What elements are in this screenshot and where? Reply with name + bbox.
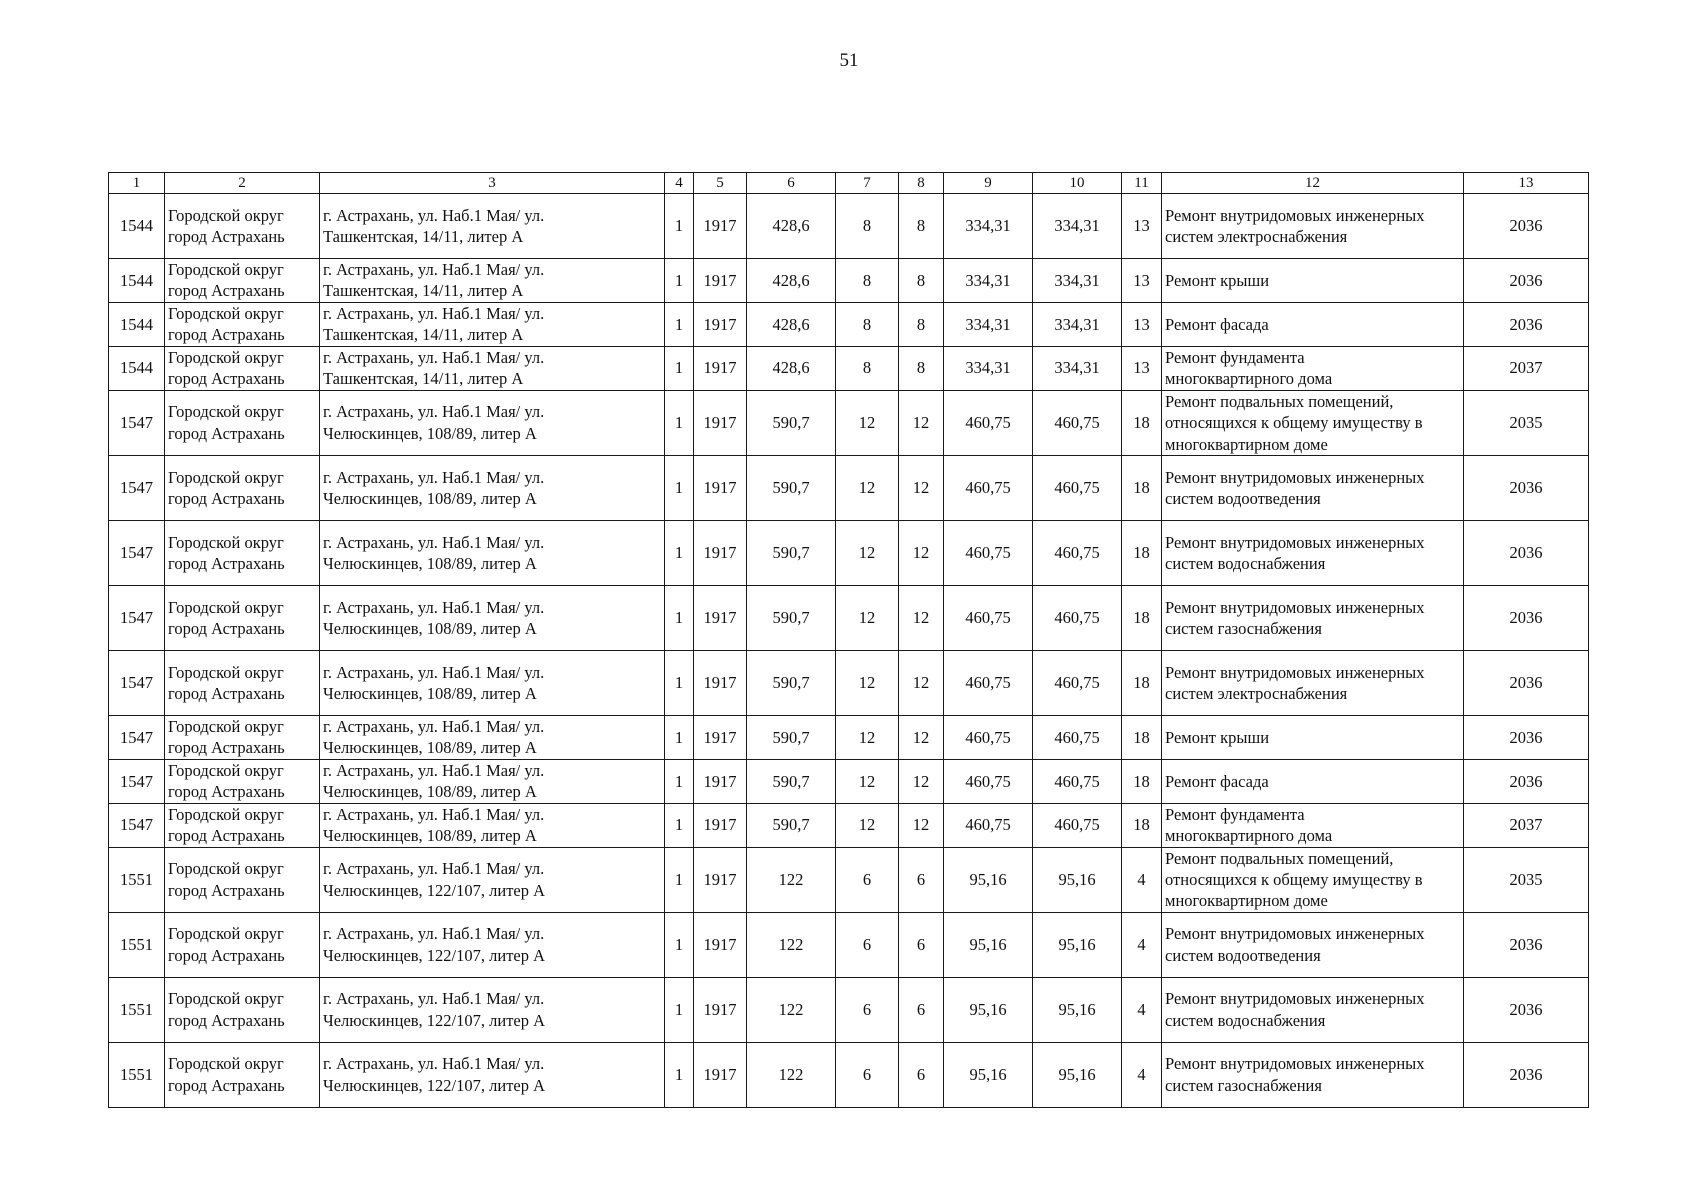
table-row: [109, 977, 1589, 1042]
work-type-cell: Ремонт внутридомовых инженерных систем водоотведения: [1162, 455, 1464, 520]
work-type-cell: Ремонт подвальных помещений, относящихся к общему имуществу в многоквартирном доме: [1162, 847, 1464, 912]
area-cell: 590,7: [747, 455, 836, 520]
year-cell: 1917: [694, 390, 747, 455]
col9-cell: 460,75: [944, 585, 1033, 650]
col10-cell: 460,75: [1033, 455, 1122, 520]
object-id-cell: 1551: [109, 1042, 165, 1107]
col10-cell: 460,75: [1033, 803, 1122, 847]
column-header-9: 9: [944, 173, 1033, 194]
address-cell: г. Астрахань, ул. Наб.1 Мая/ ул. Челюскинцев, 122/107, литер А: [320, 847, 665, 912]
area-cell: 122: [747, 847, 836, 912]
work-type-cell: Ремонт внутридомовых инженерных систем электроснабжения: [1162, 650, 1464, 715]
address-cell: г. Астрахань, ул. Наб.1 Мая/ ул. Челюскинцев, 108/89, литер А: [320, 455, 665, 520]
col11-cell: 18: [1122, 803, 1162, 847]
object-id-cell: 1544: [109, 194, 165, 259]
col11-cell: 4: [1122, 1042, 1162, 1107]
col8-cell: 12: [899, 520, 944, 585]
table-row: [109, 520, 1589, 585]
col8-cell: 6: [899, 1042, 944, 1107]
plan-year-cell: 2036: [1464, 650, 1589, 715]
plan-year-cell: 2036: [1464, 194, 1589, 259]
col8-cell: 12: [899, 585, 944, 650]
col7-cell: 8: [836, 259, 899, 303]
col7-cell: 12: [836, 759, 899, 803]
col9-cell: 334,31: [944, 346, 1033, 390]
area-cell: 590,7: [747, 520, 836, 585]
object-id-cell: 1547: [109, 803, 165, 847]
col4-cell: 1: [665, 715, 694, 759]
year-cell: 1917: [694, 803, 747, 847]
address-cell: г. Астрахань, ул. Наб.1 Мая/ ул. Челюскинцев, 108/89, литер А: [320, 803, 665, 847]
column-header-10: 10: [1033, 173, 1122, 194]
address-cell: г. Астрахань, ул. Наб.1 Мая/ ул. Челюскинцев, 108/89, литер А: [320, 520, 665, 585]
col8-cell: 12: [899, 390, 944, 455]
area-cell: 590,7: [747, 650, 836, 715]
plan-year-cell: 2035: [1464, 847, 1589, 912]
area-cell: 122: [747, 977, 836, 1042]
work-type-cell: Ремонт подвальных помещений, относящихся к общему имуществу в многоквартирном доме: [1162, 390, 1464, 455]
col10-cell: 460,75: [1033, 585, 1122, 650]
table-row: [109, 259, 1589, 303]
col11-cell: 18: [1122, 455, 1162, 520]
work-type-cell: Ремонт внутридомовых инженерных систем водоснабжения: [1162, 520, 1464, 585]
col7-cell: 12: [836, 455, 899, 520]
table-row: [109, 346, 1589, 390]
address-cell: г. Астрахань, ул. Наб.1 Мая/ ул. Ташкентская, 14/11, литер А: [320, 302, 665, 346]
address-cell: г. Астрахань, ул. Наб.1 Мая/ ул. Челюскинцев, 122/107, литер А: [320, 1042, 665, 1107]
col4-cell: 1: [665, 847, 694, 912]
municipality-cell: Городской округ город Астрахань: [165, 346, 320, 390]
column-header-12: 12: [1162, 173, 1464, 194]
year-cell: 1917: [694, 194, 747, 259]
col8-cell: 6: [899, 847, 944, 912]
plan-year-cell: 2036: [1464, 977, 1589, 1042]
municipality-cell: Городской округ город Астрахань: [165, 715, 320, 759]
col11-cell: 13: [1122, 302, 1162, 346]
col4-cell: 1: [665, 520, 694, 585]
year-cell: 1917: [694, 977, 747, 1042]
col10-cell: 460,75: [1033, 390, 1122, 455]
col10-cell: 460,75: [1033, 520, 1122, 585]
municipality-cell: Городской округ город Астрахань: [165, 194, 320, 259]
col8-cell: 6: [899, 977, 944, 1042]
col9-cell: 95,16: [944, 912, 1033, 977]
work-type-cell: Ремонт внутридомовых инженерных систем электроснабжения: [1162, 194, 1464, 259]
work-type-cell: Ремонт фасада: [1162, 759, 1464, 803]
col9-cell: 95,16: [944, 1042, 1033, 1107]
object-id-cell: 1547: [109, 759, 165, 803]
col9-cell: 334,31: [944, 302, 1033, 346]
col7-cell: 12: [836, 390, 899, 455]
col11-cell: 13: [1122, 346, 1162, 390]
plan-year-cell: 2035: [1464, 390, 1589, 455]
table-row: [109, 912, 1589, 977]
col10-cell: 334,31: [1033, 194, 1122, 259]
address-cell: г. Астрахань, ул. Наб.1 Мая/ ул. Ташкентская, 14/11, литер А: [320, 194, 665, 259]
work-type-cell: Ремонт крыши: [1162, 715, 1464, 759]
col4-cell: 1: [665, 585, 694, 650]
plan-year-cell: 2036: [1464, 1042, 1589, 1107]
col9-cell: 334,31: [944, 194, 1033, 259]
work-type-cell: Ремонт фундамента многоквартирного дома: [1162, 346, 1464, 390]
column-header-4: 4: [665, 173, 694, 194]
col9-cell: 460,75: [944, 803, 1033, 847]
object-id-cell: 1547: [109, 390, 165, 455]
col7-cell: 12: [836, 803, 899, 847]
address-cell: г. Астрахань, ул. Наб.1 Мая/ ул. Ташкентская, 14/11, литер А: [320, 346, 665, 390]
col9-cell: 460,75: [944, 390, 1033, 455]
area-cell: 590,7: [747, 715, 836, 759]
table-row: [109, 715, 1589, 759]
municipality-cell: Городской округ город Астрахань: [165, 259, 320, 303]
col10-cell: 460,75: [1033, 759, 1122, 803]
address-cell: г. Астрахань, ул. Наб.1 Мая/ ул. Челюскинцев, 122/107, литер А: [320, 912, 665, 977]
col9-cell: 95,16: [944, 847, 1033, 912]
plan-year-cell: 2036: [1464, 302, 1589, 346]
col11-cell: 18: [1122, 715, 1162, 759]
year-cell: 1917: [694, 912, 747, 977]
col4-cell: 1: [665, 302, 694, 346]
municipality-cell: Городской округ город Астрахань: [165, 585, 320, 650]
plan-year-cell: 2036: [1464, 455, 1589, 520]
col7-cell: 12: [836, 715, 899, 759]
col10-cell: 460,75: [1033, 650, 1122, 715]
col7-cell: 8: [836, 194, 899, 259]
col4-cell: 1: [665, 1042, 694, 1107]
work-type-cell: Ремонт внутридомовых инженерных систем водоснабжения: [1162, 977, 1464, 1042]
table-row: [109, 1042, 1589, 1107]
municipality-cell: Городской округ город Астрахань: [165, 803, 320, 847]
col8-cell: 12: [899, 715, 944, 759]
municipality-cell: Городской округ город Астрахань: [165, 847, 320, 912]
column-header-8: 8: [899, 173, 944, 194]
col4-cell: 1: [665, 346, 694, 390]
plan-year-cell: 2037: [1464, 803, 1589, 847]
object-id-cell: 1544: [109, 346, 165, 390]
col11-cell: 13: [1122, 194, 1162, 259]
column-header-13: 13: [1464, 173, 1589, 194]
col11-cell: 4: [1122, 847, 1162, 912]
col11-cell: 4: [1122, 912, 1162, 977]
address-cell: г. Астрахань, ул. Наб.1 Мая/ ул. Челюскинцев, 108/89, литер А: [320, 715, 665, 759]
object-id-cell: 1544: [109, 259, 165, 303]
col11-cell: 18: [1122, 585, 1162, 650]
col7-cell: 8: [836, 302, 899, 346]
col9-cell: 460,75: [944, 715, 1033, 759]
col4-cell: 1: [665, 912, 694, 977]
table-row: [109, 194, 1589, 259]
col9-cell: 460,75: [944, 650, 1033, 715]
table-row: [109, 455, 1589, 520]
header-row: [109, 173, 1589, 194]
municipality-cell: Городской округ город Астрахань: [165, 912, 320, 977]
year-cell: 1917: [694, 520, 747, 585]
area-cell: 428,6: [747, 302, 836, 346]
year-cell: 1917: [694, 847, 747, 912]
col8-cell: 12: [899, 803, 944, 847]
col11-cell: 13: [1122, 259, 1162, 303]
work-type-cell: Ремонт фасада: [1162, 302, 1464, 346]
col7-cell: 8: [836, 346, 899, 390]
col10-cell: 334,31: [1033, 302, 1122, 346]
object-id-cell: 1544: [109, 302, 165, 346]
object-id-cell: 1547: [109, 650, 165, 715]
table-row: [109, 585, 1589, 650]
work-type-cell: Ремонт внутридомовых инженерных систем газоснабжения: [1162, 585, 1464, 650]
area-cell: 122: [747, 1042, 836, 1107]
table-header: [109, 173, 1589, 194]
area-cell: 122: [747, 912, 836, 977]
col4-cell: 1: [665, 455, 694, 520]
address-cell: г. Астрахань, ул. Наб.1 Мая/ ул. Челюскинцев, 108/89, литер А: [320, 390, 665, 455]
object-id-cell: 1551: [109, 847, 165, 912]
col7-cell: 12: [836, 520, 899, 585]
municipality-cell: Городской округ город Астрахань: [165, 520, 320, 585]
area-cell: 590,7: [747, 390, 836, 455]
col9-cell: 460,75: [944, 520, 1033, 585]
object-id-cell: 1547: [109, 455, 165, 520]
column-header-5: 5: [694, 173, 747, 194]
table-row: [109, 390, 1589, 455]
address-cell: г. Астрахань, ул. Наб.1 Мая/ ул. Челюскинцев, 122/107, литер А: [320, 977, 665, 1042]
year-cell: 1917: [694, 1042, 747, 1107]
col8-cell: 12: [899, 650, 944, 715]
address-cell: г. Астрахань, ул. Наб.1 Мая/ ул. Ташкентская, 14/11, литер А: [320, 259, 665, 303]
area-cell: 590,7: [747, 759, 836, 803]
col7-cell: 6: [836, 1042, 899, 1107]
plan-year-cell: 2036: [1464, 759, 1589, 803]
col8-cell: 8: [899, 346, 944, 390]
col8-cell: 12: [899, 455, 944, 520]
municipality-cell: Городской округ город Астрахань: [165, 759, 320, 803]
page-number: 51: [839, 50, 859, 71]
column-header-1: 1: [109, 173, 165, 194]
table-row: [109, 759, 1589, 803]
municipality-cell: Городской округ город Астрахань: [165, 1042, 320, 1107]
year-cell: 1917: [694, 259, 747, 303]
col4-cell: 1: [665, 390, 694, 455]
col8-cell: 8: [899, 259, 944, 303]
col7-cell: 12: [836, 650, 899, 715]
col10-cell: 95,16: [1033, 847, 1122, 912]
year-cell: 1917: [694, 455, 747, 520]
table-row: [109, 302, 1589, 346]
col10-cell: 334,31: [1033, 346, 1122, 390]
work-type-cell: Ремонт внутридомовых инженерных систем газоснабжения: [1162, 1042, 1464, 1107]
col11-cell: 18: [1122, 759, 1162, 803]
municipality-cell: Городской округ город Астрахань: [165, 977, 320, 1042]
object-id-cell: 1547: [109, 520, 165, 585]
col8-cell: 6: [899, 912, 944, 977]
object-id-cell: 1547: [109, 715, 165, 759]
repair-plan-table: [108, 172, 1589, 1108]
plan-year-cell: 2036: [1464, 520, 1589, 585]
object-id-cell: 1547: [109, 585, 165, 650]
work-type-cell: Ремонт внутридомовых инженерных систем водоотведения: [1162, 912, 1464, 977]
column-header-6: 6: [747, 173, 836, 194]
table-row: [109, 650, 1589, 715]
col9-cell: 95,16: [944, 977, 1033, 1042]
col10-cell: 460,75: [1033, 715, 1122, 759]
col10-cell: 334,31: [1033, 259, 1122, 303]
year-cell: 1917: [694, 759, 747, 803]
plan-year-cell: 2036: [1464, 259, 1589, 303]
col8-cell: 8: [899, 194, 944, 259]
col4-cell: 1: [665, 803, 694, 847]
plan-year-cell: 2037: [1464, 346, 1589, 390]
municipality-cell: Городской округ город Астрахань: [165, 390, 320, 455]
col9-cell: 460,75: [944, 455, 1033, 520]
year-cell: 1917: [694, 585, 747, 650]
col7-cell: 6: [836, 847, 899, 912]
table-row: [109, 803, 1589, 847]
col11-cell: 18: [1122, 390, 1162, 455]
work-type-cell: Ремонт крыши: [1162, 259, 1464, 303]
municipality-cell: Городской округ город Астрахань: [165, 302, 320, 346]
object-id-cell: 1551: [109, 977, 165, 1042]
col4-cell: 1: [665, 194, 694, 259]
col4-cell: 1: [665, 259, 694, 303]
column-header-7: 7: [836, 173, 899, 194]
area-cell: 590,7: [747, 803, 836, 847]
col7-cell: 6: [836, 912, 899, 977]
col11-cell: 18: [1122, 650, 1162, 715]
work-type-cell: Ремонт фундамента многоквартирного дома: [1162, 803, 1464, 847]
municipality-cell: Городской округ город Астрахань: [165, 650, 320, 715]
plan-year-cell: 2036: [1464, 585, 1589, 650]
col7-cell: 12: [836, 585, 899, 650]
col9-cell: 334,31: [944, 259, 1033, 303]
area-cell: 590,7: [747, 585, 836, 650]
address-cell: г. Астрахань, ул. Наб.1 Мая/ ул. Челюскинцев, 108/89, литер А: [320, 759, 665, 803]
col10-cell: 95,16: [1033, 912, 1122, 977]
col8-cell: 12: [899, 759, 944, 803]
address-cell: г. Астрахань, ул. Наб.1 Мая/ ул. Челюскинцев, 108/89, литер А: [320, 650, 665, 715]
col9-cell: 460,75: [944, 759, 1033, 803]
year-cell: 1917: [694, 715, 747, 759]
col4-cell: 1: [665, 650, 694, 715]
plan-year-cell: 2036: [1464, 715, 1589, 759]
year-cell: 1917: [694, 302, 747, 346]
address-cell: г. Астрахань, ул. Наб.1 Мая/ ул. Челюскинцев, 108/89, литер А: [320, 585, 665, 650]
area-cell: 428,6: [747, 259, 836, 303]
col4-cell: 1: [665, 759, 694, 803]
col7-cell: 6: [836, 977, 899, 1042]
col11-cell: 18: [1122, 520, 1162, 585]
plan-year-cell: 2036: [1464, 912, 1589, 977]
col8-cell: 8: [899, 302, 944, 346]
table-body: [109, 194, 1589, 1108]
year-cell: 1917: [694, 650, 747, 715]
area-cell: 428,6: [747, 194, 836, 259]
object-id-cell: 1551: [109, 912, 165, 977]
col11-cell: 4: [1122, 977, 1162, 1042]
municipality-cell: Городской округ город Астрахань: [165, 455, 320, 520]
column-header-3: 3: [320, 173, 665, 194]
col10-cell: 95,16: [1033, 977, 1122, 1042]
column-header-11: 11: [1122, 173, 1162, 194]
year-cell: 1917: [694, 346, 747, 390]
col4-cell: 1: [665, 977, 694, 1042]
column-header-2: 2: [165, 173, 320, 194]
area-cell: 428,6: [747, 346, 836, 390]
table-row: [109, 847, 1589, 912]
col10-cell: 95,16: [1033, 1042, 1122, 1107]
